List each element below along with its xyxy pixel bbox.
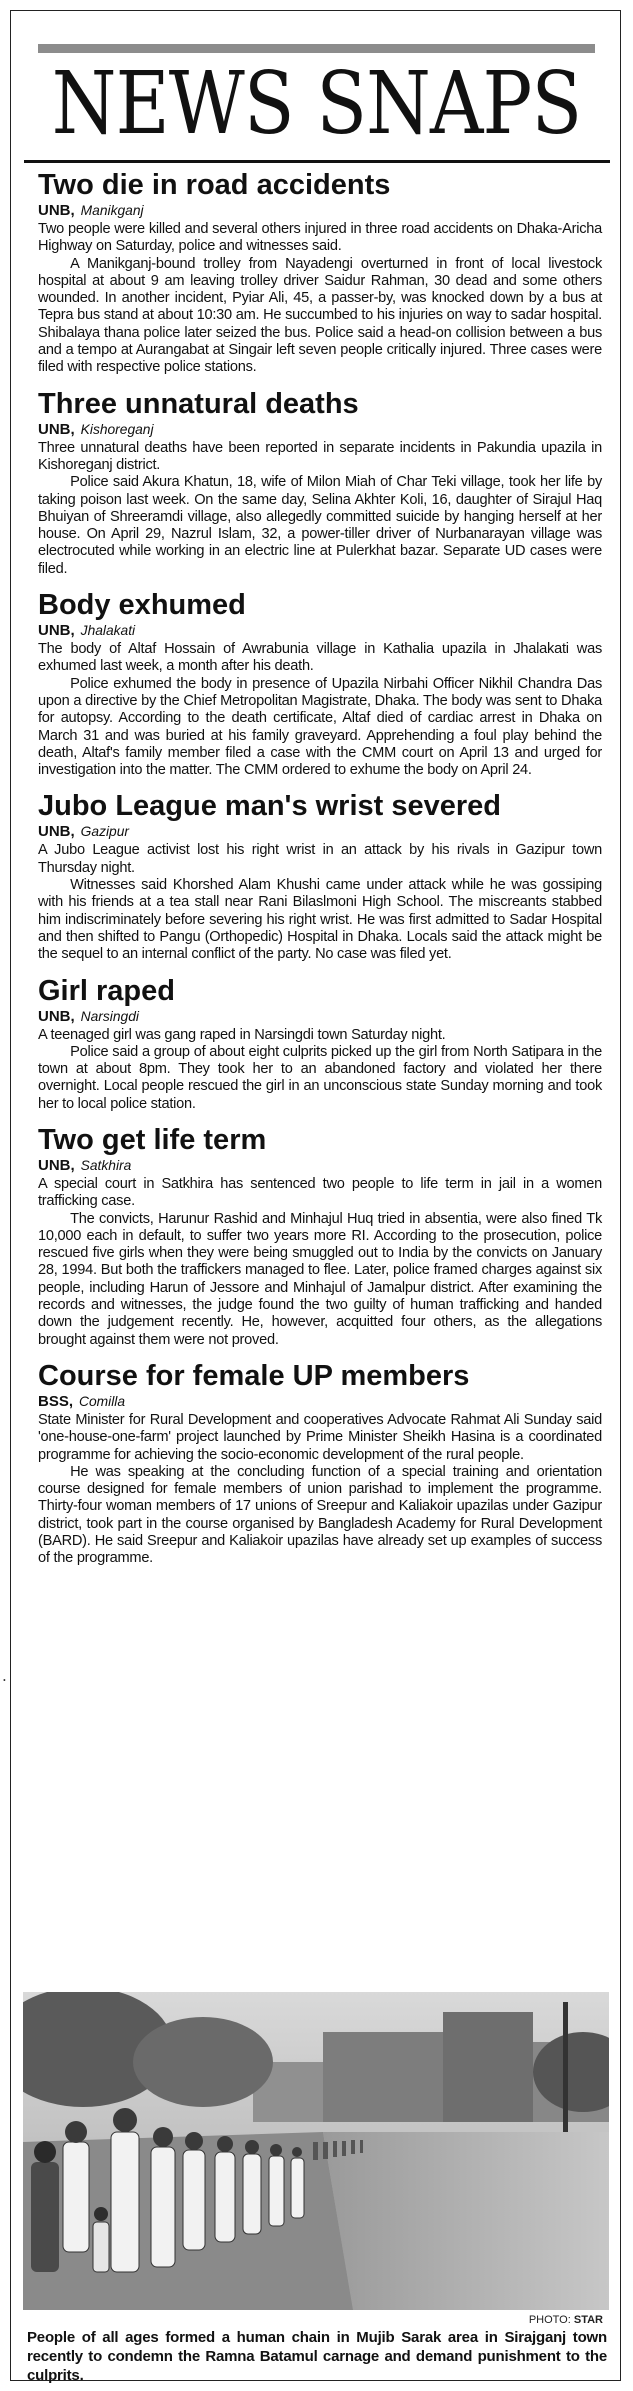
story-headline: Course for female UP members <box>38 1359 470 1392</box>
story-paragraph: A Manikganj-bound trolley from Nayadengi overturned in front of local livestock hospital at about 9 am leaving trolley driver Saidur Rahman, 30 dead and some others wounded. In another incident, Pyiar Ali, 45, a passer-by, was knocked down by a bus at Tepra bus stand at about 10:30 am. He succumbed to his injuries on way to sadar hospital. Shibalaya thana police later seized the bus. Police said a head-on collision between a bus and a tempo at Aurangabat at Singair left seven people critically injured. Three cases were filed with respective police stations. <box>38 255 602 376</box>
story-headline: Two die in road accidents <box>38 169 391 201</box>
story-body <box>38 641 602 779</box>
story-agency: UNB, <box>38 823 75 841</box>
story-dateline <box>38 202 602 220</box>
story-dateline <box>38 1157 602 1175</box>
news-photo <box>23 1992 609 2310</box>
story-body <box>38 221 602 377</box>
story-headline: Three unnatural deaths <box>38 387 359 420</box>
story-dateline <box>38 1008 602 1026</box>
story-place: Jhalakati <box>80 623 136 639</box>
story-body <box>38 1412 602 1568</box>
story-paragraph: Police said Akura Khatun, 18, wife of Milon Miah of Char Teki village, took her life by taking poison last week. On the same day, Selina Akhter Koli, 16, daughter of Sirajul Haq Bhuiyan of Shreeramdi village, also allegedly committed suicide by hanging herself at her house. On April 29, Nazrul Islam, 32, a power-tiller driver of Nurbanarayan village was electrocuted while working in an electric line at Pulerkhat bazar. Separate UD cases were filed. <box>38 474 602 577</box>
story-headline: Girl raped <box>38 974 175 1007</box>
photo-credit-prefix: PHOTO: <box>528 2314 574 2326</box>
story-paragraph: He was speaking at the concluding function of a special training and orientation course designed for female members of union parishad to implement the programme. Thirty-four woman members of 17 unions of Sreepur and Kaliakoir upazilas under Gazipur district, took part in the course organised by Bangladesh Academy for Rural Development (BARD). He said Sreepur and Kaliakoir upazilas have already set up examples of success of the programme. <box>38 1463 602 1567</box>
story-dateline <box>38 622 602 640</box>
story-paragraph: Witnesses said Khorshed Alam Khushi came under attack while he was gossiping with his friends at a tea stall near Rani Bilaslmoni High School. The miscreants stabbed him indiscriminately before severing his right wrist. He was first admitted to Sadar Hospital and then shifted to Pangu (Orthopedic) Hospital in Dhaka. Locals said the attack might be the sequel to an internal conflict of the party. No case was filed yet. <box>38 877 602 963</box>
story-agency: UNB, <box>38 1007 75 1025</box>
story-body-exhumed <box>38 588 602 779</box>
story-life-term <box>38 1123 602 1349</box>
story-paragraph: A Jubo League activist lost his right wrist in an attack by his rivals in Gazipur town Thursday night. <box>38 842 602 876</box>
human-chain-photo <box>23 1992 609 2310</box>
photo-credit <box>529 2314 603 2326</box>
masthead-bar <box>38 44 595 53</box>
story-body <box>38 842 602 963</box>
story-unnatural-deaths <box>38 387 602 578</box>
story-female-up-members <box>38 1359 602 1568</box>
story-place: Narsingdi <box>80 1008 139 1024</box>
story-agency: UNB, <box>38 420 75 438</box>
story-paragraph: Two people were killed and several others injured in three road accidents on Dhaka-Aricha Highway on Saturday, police and witnesses said. <box>38 221 602 255</box>
story-place: Satkhira <box>80 1157 132 1173</box>
story-dateline <box>38 823 602 841</box>
story-paragraph: A teenaged girl was gang raped in Narsingdi town Saturday night. <box>38 1026 446 1043</box>
story-paragraph: The body of Altaf Hossain of Awrabunia village in Kathalia upazila in Jhalakati was exhumed last week, a month after his death. <box>38 641 602 675</box>
story-agency: UNB, <box>38 622 75 640</box>
story-dateline <box>38 1393 602 1411</box>
photo-credit-source: STAR <box>573 2314 603 2326</box>
story-paragraph: Police exhumed the body in presence of Upazila Nirbahi Officer Nikhil Chandra Das upon a directive by the Chief Metropolitan Magistrate, Dhaka. The body was sent to Dhaka for autopsy. According to the death certificate, Altaf died of cardiac arrest in Dhaka on March 31 and was buried at his family graveyard. Apprehending a foul play behind the death, Altaf's family member filed a case with the CMM court on April 13 and urged for investigation into the matter. The CMM ordered to exhume the body on April 24. <box>38 675 602 779</box>
masthead-rule <box>24 160 610 163</box>
story-paragraph: A special court in Satkhira has sentenced two people to life term in jail in a women trafficking case. <box>38 1175 602 1210</box>
story-girl-raped <box>38 974 602 1113</box>
story-place: Comilla <box>79 1393 126 1409</box>
story-agency: UNB, <box>38 202 75 219</box>
story-wrist-severed <box>38 789 602 963</box>
story-headline: Two get life term <box>38 1123 267 1156</box>
story-dateline <box>38 421 602 439</box>
story-headline: Jubo League man's wrist severed <box>38 790 502 823</box>
story-paragraph: Three unnatural deaths have been reported in separate incidents in Pakundia upazila in Kishoreganj district. <box>38 439 602 473</box>
story-paragraph: State Minister for Rural Development and cooperatives Advocate Rahmat Ali Sunday said 'one-house-one-farm' project launched by Prime Minister Sheikh Hasina is a coordinated programme for achieving the socio-economic development of the rural people. <box>38 1411 602 1463</box>
photo-caption: People of all ages formed a human chain in Mujib Sarak area in Sirajganj town recently to condemn the Ramna Batamul carnage and demand punishment to the culprits. <box>27 2329 607 2384</box>
story-place: Kishoreganj <box>80 421 154 437</box>
story-place: Gazipur <box>80 824 129 840</box>
story-body <box>38 440 602 578</box>
story-body <box>38 1027 602 1113</box>
margin-mark: • <box>3 1676 6 1685</box>
story-paragraph: The convicts, Harunur Rashid and Minhajul Huq tried in absentia, were also fined Tk 10,000 each in default, to suffer two years more RI. According to the prosecution, police rescued five girls when they were being smuggled out to India by the convicts on January 28, 1994. But both the traffickers managed to flee. Later, police framed charges against six people, including Harun of Jessore and Minhajul of Jamalpur district. After examining the records and witnesses, the judge found the two guilty of human trafficking and handed down the judgement recently. He, however, acquitted four others, as the allegations brought against them were not proved. <box>38 1210 602 1348</box>
story-road-accidents <box>38 168 602 377</box>
story-headline: Body exhumed <box>38 589 246 622</box>
story-body <box>38 1176 602 1349</box>
story-paragraph: Police said a group of about eight culprits picked up the girl from North Satipara in the town at about 8pm. They took her to an abandoned factory and violated her there overnight. Local people rescued the girl in an unconscious state Sunday morning and took her to local police station. <box>38 1043 602 1112</box>
stories-column <box>38 168 602 1568</box>
story-agency: BSS, <box>38 1392 74 1410</box>
story-place: Manikganj <box>80 203 144 218</box>
masthead-title: NEWS SNAPS <box>51 54 582 154</box>
story-agency: UNB, <box>38 1156 75 1174</box>
